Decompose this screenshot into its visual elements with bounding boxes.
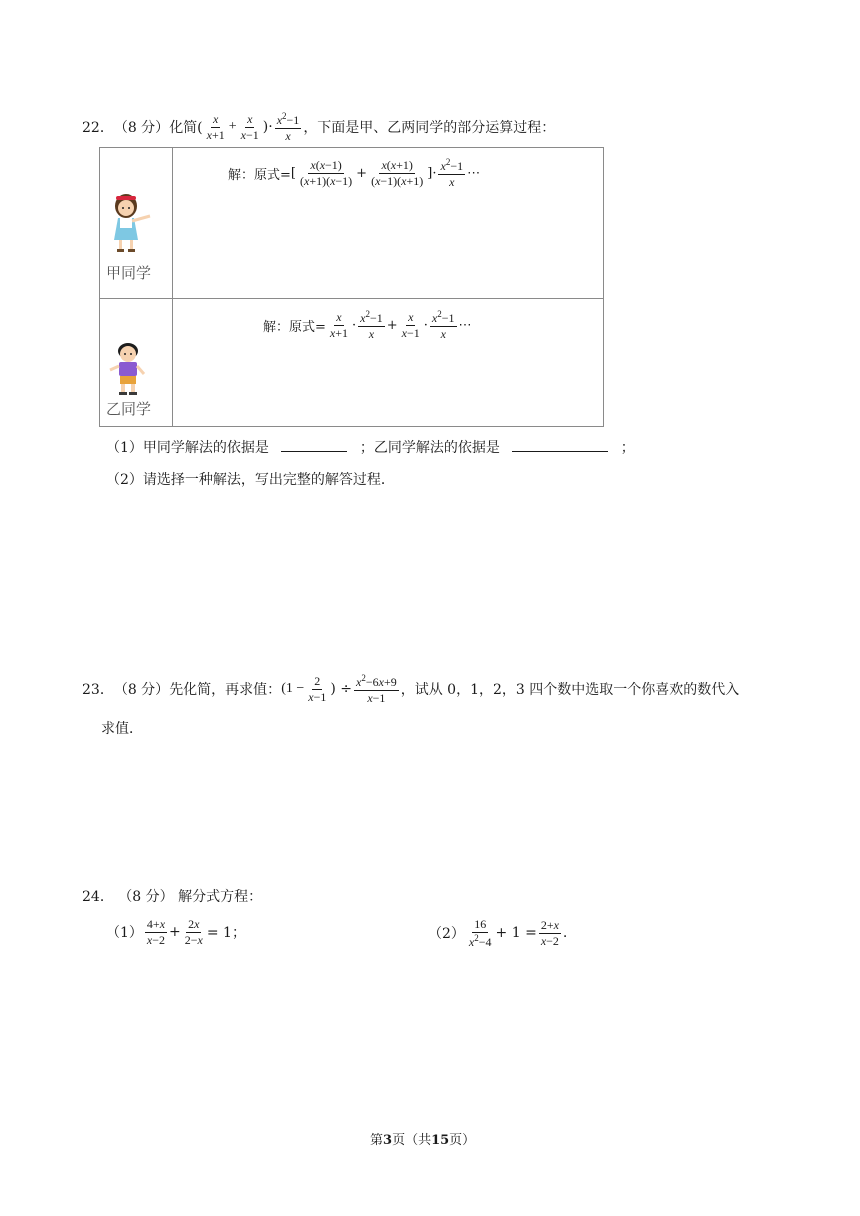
fraction: $\frac{2}{x-1}$ xyxy=(308,674,327,704)
fraction: $\frac{2+x}{x-2}$ xyxy=(540,918,559,948)
q23-stem: 23． （8 分） 先化简，再求值： (1 − $\frac{2}{x-1}$ ) ÷ $\frac{x^2-6x+9}{x-1}$ ，试从 0，1，2，3 四个数中选取一个你喜欢的数代入 xyxy=(82,673,740,705)
q22-suffix: ，下面是甲、乙两同学的部分运算过程： xyxy=(303,120,556,137)
q24-part1-label: （1） xyxy=(106,925,143,942)
student-b-label: 乙同学 xyxy=(106,400,152,418)
fraction: $\frac{x^2-6x+9}{x-1}$ xyxy=(356,673,397,705)
girl-student-illustration xyxy=(106,190,158,256)
q22-prefix: 化简( xyxy=(169,120,203,137)
answer-blank-a[interactable] xyxy=(281,437,347,452)
q23-line2: 求值． xyxy=(101,721,143,737)
q24-part2-label: （2） xyxy=(428,926,465,943)
solution-table xyxy=(99,147,604,427)
fraction: $\frac{x}{x+1}$ xyxy=(206,112,225,142)
table-divider-vertical xyxy=(172,148,173,426)
q22-number: 22． xyxy=(82,120,114,137)
fraction: $\frac{x}{x-1}$ xyxy=(240,112,259,142)
boy-student-illustration xyxy=(106,340,158,398)
q24-points: （8 分） xyxy=(118,889,174,905)
footer-total-pages: 15 xyxy=(431,1133,450,1148)
fraction: $\frac{x^2-1}{x}$ xyxy=(360,309,383,341)
q22-stem: 22． （8 分） 化简( $\frac{x}{x+1}$ + $\frac{x}{x-1}$ )· $\frac{x^2-1}{x}$ ，下面是甲、乙两同学的部分运算过程： xyxy=(82,111,556,143)
footer-page-number: 3 xyxy=(383,1133,393,1148)
fraction: $\frac{x(x+1)}{(x-1)(x+1)}$ xyxy=(371,158,424,188)
q24-part2: （2） $\frac{16}{x^2-4}$ + 1 = $\frac{2+x}{x-2}$ . xyxy=(428,917,568,949)
answer-blank-b[interactable] xyxy=(512,437,608,452)
q22-part1-label-a: （1）甲同学解法的依据是 xyxy=(106,440,269,456)
q24-stem xyxy=(82,886,262,906)
q22-part1 xyxy=(106,437,635,457)
q24-number: 24． xyxy=(82,889,114,905)
q22-part1-label-b: ；乙同学解法的依据是 xyxy=(359,440,500,456)
fraction: $\frac{x^2-1}{x}$ xyxy=(431,309,455,341)
q23-suffix: ，试从 0，1，2，3 四个数中选取一个你喜欢的数代入 xyxy=(400,682,740,699)
q22-part2: （2）请选择一种解法，写出完整的解答过程． xyxy=(106,472,395,488)
footer-middle: 页（共 xyxy=(392,1133,432,1148)
student-a-solution-tail: ⋯ xyxy=(467,165,481,181)
student-a-solution-prefix: 解：原式= xyxy=(228,167,291,183)
q22-points: （8 分） xyxy=(113,120,170,137)
fraction: $\frac{x^2-1}{x}$ xyxy=(440,157,464,189)
q23-prefix: 先化简，再求值： xyxy=(169,682,282,699)
student-a-solution: 解：原式= [ $\frac{x(x-1)}{(x+1)(x-1)}$ + $\frac{x(x+1)}{(x-1)(x+1)}$ ]· $\frac{x^2-1}{x}$ ⋯ xyxy=(228,157,481,189)
student-b-solution-prefix: 解：原式= xyxy=(263,319,326,335)
fraction: $\frac{x}{x+1}$ xyxy=(329,310,349,340)
fraction: $\frac{2x}{2-x}$ xyxy=(184,917,203,947)
fraction: $\frac{x}{x-1}$ xyxy=(401,310,420,340)
q24-part1-end: = 1； xyxy=(206,925,246,942)
student-b-solution-tail: ⋯ xyxy=(458,317,472,333)
q24-part2-end: . xyxy=(562,925,568,942)
fraction: $\frac{x^2-1}{x}$ xyxy=(276,111,300,143)
q24-part1: （1） $\frac{4+x}{x-2}$ + $\frac{2x}{2-x}$ = 1； xyxy=(106,917,246,947)
q24-prefix: 解分式方程： xyxy=(178,889,263,905)
fraction: $\frac{x(x-1)}{(x+1)(x-1)}$ xyxy=(299,158,353,188)
footer-suffix: 页） xyxy=(449,1133,476,1148)
student-b-solution: 解：原式= $\frac{x}{x+1}$ · $\frac{x^2-1}{x}$ + $\frac{x}{x-1}$ · $\frac{x^2-1}{x}$ ⋯ xyxy=(263,309,472,341)
footer-prefix: 第 xyxy=(370,1133,384,1148)
q22-part1-end: ； xyxy=(620,440,635,456)
q23-number: 23． xyxy=(82,682,114,699)
fraction: $\frac{4+x}{x-2}$ xyxy=(146,917,166,947)
table-divider-horizontal xyxy=(100,298,603,299)
q23-points: （8 分） xyxy=(113,682,170,699)
student-a-label: 甲同学 xyxy=(106,264,152,282)
page-footer xyxy=(370,1129,475,1148)
fraction: $\frac{16}{x^2-4}$ xyxy=(468,917,492,949)
